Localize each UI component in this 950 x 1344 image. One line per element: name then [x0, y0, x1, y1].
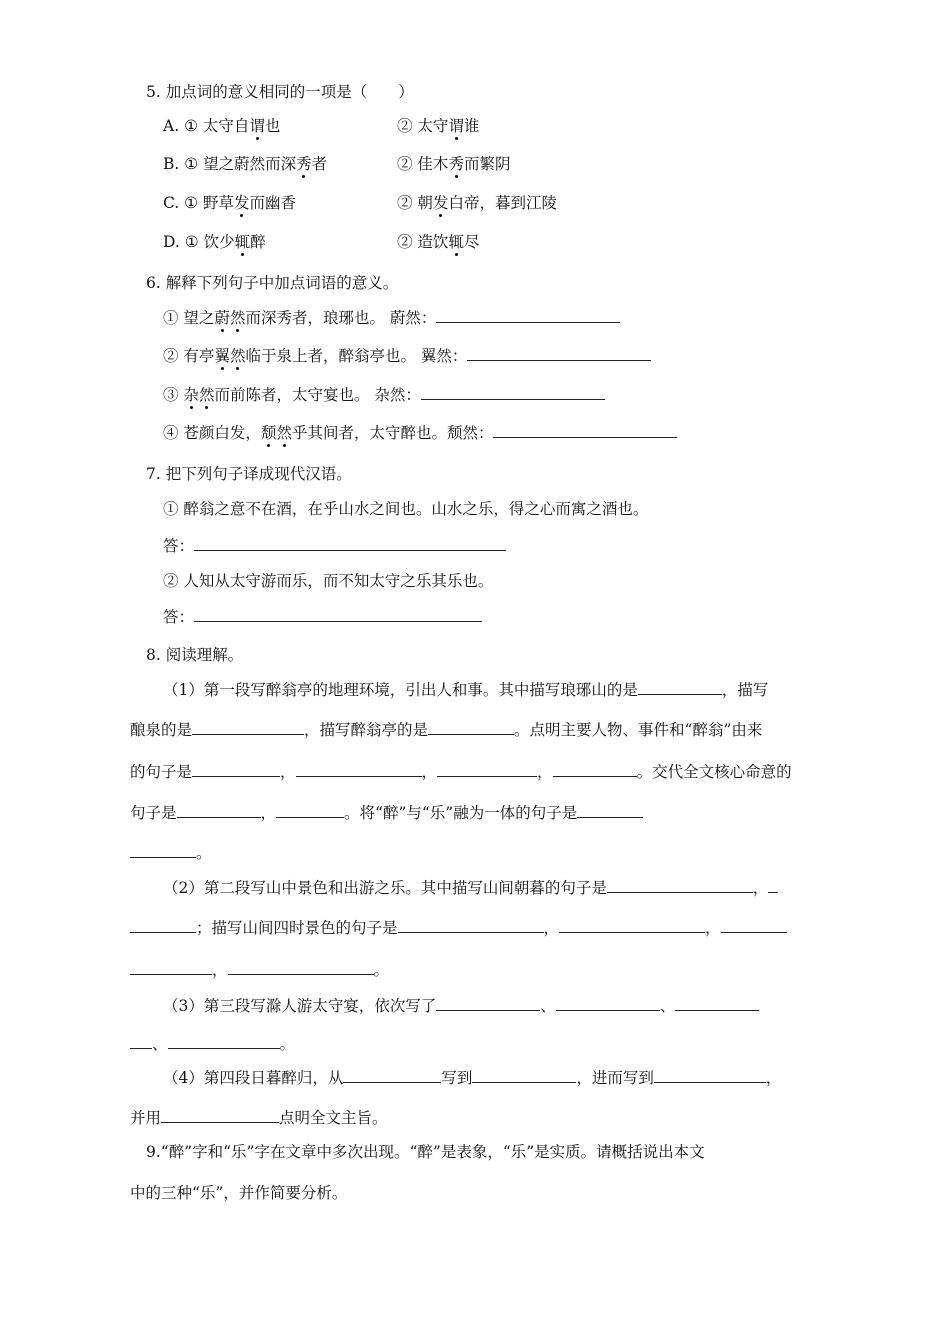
answer-blank[interactable] [577, 803, 643, 818]
q5-option-a [163, 116, 280, 136]
q5-option-d [163, 232, 266, 252]
text: ，描写醉翁亭的是 [304, 721, 429, 739]
q8-p1-line3 [130, 762, 792, 782]
q9-line2: 中的三种“乐”，并作简要分析。 [130, 1184, 348, 1202]
q8-p1-line4 [130, 803, 643, 823]
text: 、 [659, 997, 676, 1015]
q5-option-a-part2: ② 太守谓谁 [397, 117, 480, 135]
q8-p3-line1 [163, 996, 759, 1016]
text: 、 [152, 1035, 168, 1053]
answer-blank[interactable] [467, 346, 651, 361]
q8-p1-line1 [163, 680, 768, 700]
text: （3）第三段写滁人游太守宴，依次写了 [163, 997, 437, 1015]
q7-sentence-1: ① 醉翁之意不在酒，在乎山水之间也。山水之乐，得之心而寓之酒也。 [163, 500, 649, 518]
q6-stem: 6. 解释下列句子中加点词语的意义。 [146, 274, 399, 292]
option-b-part1: ① 望之蔚然而深秀者 [184, 155, 328, 173]
answer-blank[interactable] [276, 803, 344, 818]
text: 。 [279, 1035, 296, 1053]
text: ， [705, 919, 721, 937]
option-a-part1: ① 太守自谓也 [184, 117, 281, 135]
answer-blank[interactable] [228, 960, 374, 975]
answer-blank[interactable] [130, 1034, 152, 1049]
text: ， [543, 919, 560, 937]
text: 写到 [441, 1069, 473, 1087]
answer-blank[interactable] [161, 1108, 279, 1123]
answer-blank[interactable] [675, 996, 759, 1011]
text: 。交代全文核心命意的 [636, 763, 792, 781]
q5-option-c [163, 193, 296, 213]
answer-blank[interactable] [421, 385, 605, 400]
answer-blank[interactable] [168, 1034, 280, 1049]
option-letter: C. [163, 194, 180, 212]
q6-item-1: ① 望之蔚然而深秀者，琅琊也。 蔚然： [163, 308, 620, 328]
answer-blank[interactable] [556, 996, 660, 1011]
answer-blank[interactable] [436, 996, 540, 1011]
q8-p1-line2 [130, 720, 762, 740]
q9-line1: 9.“醉”字和“乐”字在文章中多次出现。“醉”是表象，“乐”是实质。请概括说出本文 [146, 1143, 705, 1161]
text: ，描写 [721, 681, 769, 699]
text: （1）第一段写醉翁亭的地理环境，引出人和事。其中描写琅琊山的是 [163, 681, 638, 699]
text: ， [421, 763, 438, 781]
q6-item-2: ② 有亭翼然临于泉上者，醉翁亭也。 翼然： [163, 346, 651, 366]
answer-blank[interactable] [194, 536, 506, 551]
answer-blank[interactable] [472, 1068, 576, 1083]
option-letter: A. [163, 117, 180, 135]
answer-blank[interactable] [638, 680, 722, 695]
answer-blank[interactable] [398, 918, 544, 933]
q5-option-c-part2: ② 朝发白帝，暮到江陵 [397, 194, 557, 212]
q8-stem: 8. 阅读理解。 [146, 646, 244, 664]
q8-p2-line1 [163, 878, 778, 898]
answer-blank[interactable] [192, 720, 304, 735]
text: ，进而写到 [576, 1069, 654, 1087]
text: 、 [540, 997, 556, 1015]
q6-item-4: ④ 苍颜白发，颓然乎其间者，太守醉也。颓然： [163, 423, 677, 443]
answer-blank[interactable] [654, 1068, 766, 1083]
answer-blank[interactable] [553, 762, 637, 777]
option-d-part1: ① 饮少辄醉 [184, 233, 266, 251]
text: ， [260, 804, 277, 822]
text: 点明全文主旨。 [279, 1109, 388, 1127]
text: 。点明主要人物、事件和“醉翁”由来 [514, 721, 763, 739]
text: ， [280, 763, 296, 781]
text: 的句子是 [130, 763, 193, 781]
option-letter: B. [163, 155, 180, 173]
q8-p3-line2 [130, 1034, 295, 1054]
answer-blank[interactable] [559, 918, 705, 933]
text: （2）第二段写山中景色和出游之乐。其中描写山间朝暮的句子是 [163, 879, 607, 897]
q8-p4-line1 [163, 1068, 781, 1088]
answer-blank[interactable] [428, 720, 514, 735]
q7-sentence-2: ② 人知从太守游而乐，而不知太守之乐其乐也。 [163, 572, 494, 590]
text: ， [765, 1069, 782, 1087]
q5-stem: 5. 加点词的意义相同的一项是（ ） [146, 83, 414, 101]
text: 。将“醉”与“乐”融为一体的句子是 [344, 804, 578, 822]
answer-blank[interactable] [343, 1068, 441, 1083]
text: 。 [196, 844, 212, 862]
text: 酿泉的是 [130, 721, 193, 739]
answer-blank[interactable] [721, 918, 787, 933]
option-letter: D. [163, 233, 180, 251]
text: ， [752, 879, 769, 897]
answer-blank[interactable] [130, 843, 196, 858]
answer-blank[interactable] [437, 762, 537, 777]
q7-stem: 7. 把下列句子译成现代汉语。 [146, 465, 352, 483]
q7-answer-2 [163, 607, 482, 627]
text: ， [537, 763, 553, 781]
text: 并用 [130, 1109, 162, 1127]
answer-label: 答： [163, 608, 195, 626]
q8-p4-line2 [130, 1108, 388, 1128]
answer-blank[interactable] [130, 960, 212, 975]
answer-blank[interactable] [130, 918, 196, 933]
q8-p2-line3 [130, 960, 389, 980]
q5-option-d-part2: ② 造饮辄尽 [397, 233, 480, 251]
text: ；描写山间四时景色的句子是 [196, 919, 398, 937]
option-c-part1: ① 野草发而幽香 [184, 194, 297, 212]
answer-blank[interactable] [607, 878, 753, 893]
q5-option-b [163, 154, 327, 174]
q6-item-3: ③ 杂然而前陈者，太守宴也。 杂然： [163, 385, 605, 405]
q8-p1-line5 [130, 843, 212, 863]
text: 。 [373, 961, 390, 979]
answer-blank[interactable] [768, 878, 778, 893]
answer-blank[interactable] [493, 423, 677, 438]
answer-blank[interactable] [192, 762, 280, 777]
text: ， [212, 961, 228, 979]
q7-answer-1 [163, 536, 506, 556]
text: 句子是 [130, 804, 177, 822]
answer-blank[interactable] [194, 607, 482, 622]
q8-p2-line2 [130, 918, 787, 938]
answer-blank[interactable] [296, 762, 422, 777]
answer-label: 答： [163, 537, 195, 555]
q5-option-b-part2: ② 佳木秀而繁阴 [397, 155, 511, 173]
answer-blank[interactable] [177, 803, 261, 818]
answer-blank[interactable] [436, 308, 620, 323]
text: （4）第四段日暮醉归，从 [163, 1069, 344, 1087]
